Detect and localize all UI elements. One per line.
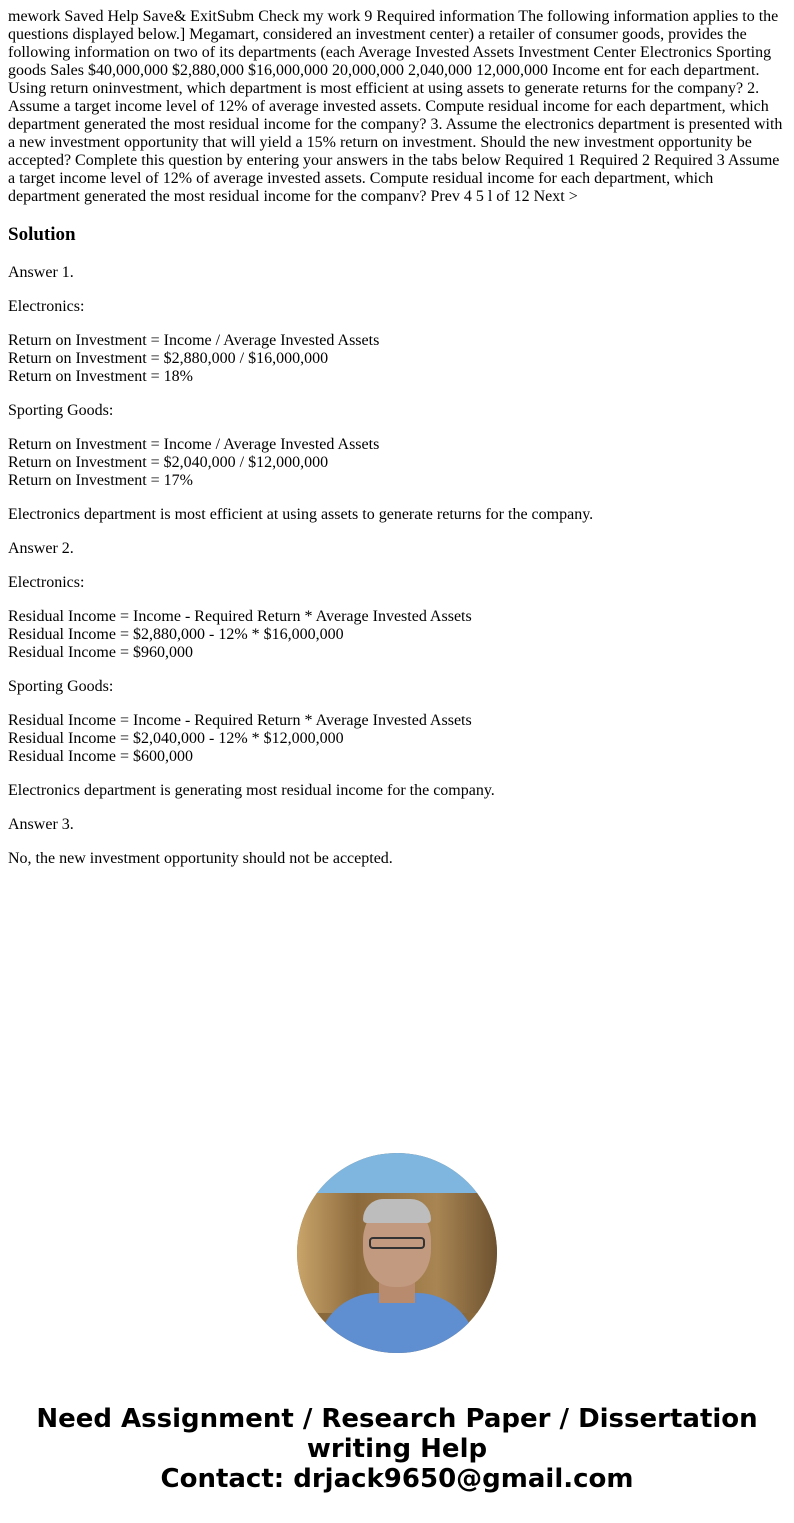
- answer1-electronics-calc: [8, 332, 786, 386]
- banner-headline: Need Assignment / Research Paper / Dissertation writing Help: [36, 1404, 758, 1464]
- calc-line: Return on Investment = Income / Average Invested Assets: [8, 436, 380, 453]
- answer2-electronics-calc: [8, 608, 786, 662]
- calc-line: Return on Investment = 18%: [8, 368, 193, 385]
- contact-banner: [0, 1404, 794, 1494]
- calc-line: Return on Investment = $2,040,000 / $12,000,000: [8, 454, 329, 471]
- calc-line: Return on Investment = 17%: [8, 472, 193, 489]
- question-text: mework Saved Help Save& ExitSubm Check my work 9 Required information The following information applies to the questions displayed below.] Megamart, considered an investment center) a retailer of consumer goods, provides the following information on two of its departments (each Average Invested Assets Investment Center Electronics Sporting goods Sales $40,000,000 $2,880,000 $16,000,000 20,000,000 2,040,000 12,000,000 Income ent for each department. Using return oninvestment, which department is most efficient at using assets to generate returns for the company? 2. Assume a target income level of 12% of average invested assets. Compute residual income for each department, which department generated the most residual income for the company? 3. Assume the electronics department is presented with a new investment opportunity that will yield a 15% return on investment. Should the new investment opportunity be accepted? Complete this question by entering your answers in the tabs below Required 1 Required 2 Required 3 Assume a target income level of 12% of average invested assets. Compute residual income for each department, which department generated the most residual income for the companv? Prev 4 5 l of 12 Next >: [8, 8, 783, 205]
- calc-line: Residual Income = $600,000: [8, 748, 193, 765]
- answer3-title: Answer 3.: [8, 816, 74, 833]
- solution-heading: Solution: [8, 224, 76, 245]
- answer2-conclusion: Electronics department is generating most residual income for the company.: [8, 782, 495, 799]
- answer2-sporting-calc: [8, 712, 786, 766]
- answer1-sporting-calc: [8, 436, 786, 490]
- banner-contact: Contact: drjack9650@gmail.com: [160, 1464, 634, 1494]
- answer1-title: Answer 1.: [8, 264, 74, 281]
- answer3-conclusion: No, the new investment opportunity should not be accepted.: [8, 850, 393, 867]
- calc-line: Residual Income = $2,880,000 - 12% * $16,000,000: [8, 626, 344, 643]
- answer2-title: Answer 2.: [8, 540, 74, 557]
- calc-line: Return on Investment = $2,880,000 / $16,000,000: [8, 350, 329, 367]
- answer1-electronics-label: Electronics:: [8, 298, 85, 315]
- author-avatar: [297, 1153, 497, 1353]
- calc-line: Return on Investment = Income / Average Invested Assets: [8, 332, 380, 349]
- calc-line: Residual Income = $2,040,000 - 12% * $12,000,000: [8, 730, 344, 747]
- answer1-conclusion: Electronics department is most efficient at using assets to generate returns for the company.: [8, 506, 594, 523]
- answer2-sporting-label: Sporting Goods:: [8, 678, 114, 695]
- calc-line: Residual Income = Income - Required Return * Average Invested Assets: [8, 712, 472, 729]
- avatar-hair: [363, 1199, 431, 1223]
- avatar-glasses: [369, 1237, 425, 1249]
- answer1-sporting-label: Sporting Goods:: [8, 402, 114, 419]
- calc-line: Residual Income = $960,000: [8, 644, 193, 661]
- calc-line: Residual Income = Income - Required Return * Average Invested Assets: [8, 608, 472, 625]
- answer2-electronics-label: Electronics:: [8, 574, 85, 591]
